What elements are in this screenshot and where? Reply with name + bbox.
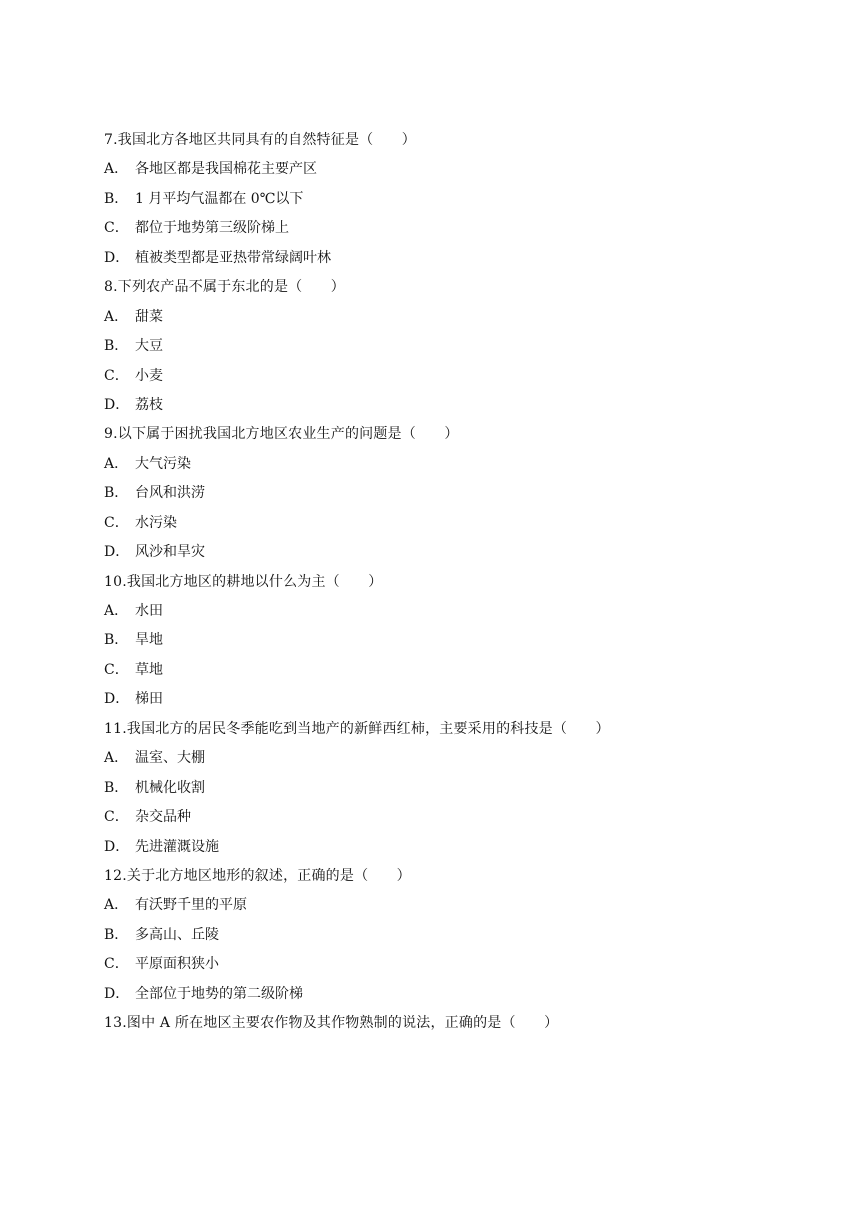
option-letter: B．: [104, 338, 129, 355]
answer-option: [104, 656, 764, 685]
option-text: 平原面积狭小: [135, 956, 219, 973]
option-text: 1 月平均气温都在 0℃以下: [135, 190, 304, 207]
option-text: 温室、大棚: [135, 750, 205, 767]
option-text: 草地: [135, 661, 163, 678]
answer-option: [104, 744, 764, 773]
option-letter: A．: [104, 603, 129, 619]
question-stem: 12.关于北方地区地形的叙述，正确的是（ ）: [104, 867, 411, 884]
option-letter: D．: [104, 544, 130, 561]
option-letter: A．: [104, 750, 129, 767]
option-letter: A．: [104, 308, 129, 325]
option-letter: D．: [104, 838, 130, 855]
answer-option: [104, 833, 764, 862]
option-letter: C．: [104, 956, 129, 973]
answer-option: [104, 214, 764, 243]
option-text: 水田: [135, 603, 163, 619]
option-text: 植被类型都是亚热带常绿阔叶林: [135, 249, 331, 266]
question-stem: 11.我国北方的居民冬季能吃到当地产的新鲜西红柿，主要采用的科技是（ ）: [104, 720, 610, 737]
answer-option: [104, 362, 764, 391]
option-letter: C．: [104, 220, 129, 237]
question-stem: 10.我国北方地区的耕地以什么为主（ ）: [104, 573, 383, 590]
question-stem: 13.图中 A 所在地区主要农作物及其作物熟制的说法，正确的是（ ）: [104, 1015, 559, 1032]
option-letter: D．: [104, 249, 130, 266]
option-text: 都位于地势第三级阶梯上: [135, 220, 289, 237]
question-stem: 8.下列农产品不属于东北的是（ ）: [104, 279, 345, 296]
option-letter: C．: [104, 661, 129, 678]
option-text: 旱地: [135, 632, 163, 649]
answer-option: [104, 479, 764, 508]
question-stem: 7.我国北方各地区共同具有的自然特征是（ ）: [104, 132, 416, 148]
option-text: 杂交品种: [135, 809, 191, 826]
answer-option: [104, 391, 764, 420]
option-text: 大豆: [135, 338, 163, 355]
option-text: 全部位于地势的第二级阶梯: [135, 985, 303, 1002]
option-text: 荔枝: [135, 396, 163, 413]
option-letter: A．: [104, 455, 129, 472]
option-letter: C．: [104, 367, 129, 384]
answer-option: [104, 950, 764, 979]
option-text: 水污染: [135, 514, 177, 531]
option-text: 各地区都是我国棉花主要产区: [135, 161, 317, 178]
question-list: [104, 126, 764, 1039]
option-text: 大气污染: [135, 455, 191, 472]
option-letter: C．: [104, 809, 129, 826]
answer-option: [104, 803, 764, 832]
answer-option: [104, 244, 764, 273]
option-letter: D．: [104, 396, 130, 413]
option-text: 有沃野千里的平原: [135, 897, 247, 914]
option-letter: D．: [104, 985, 130, 1002]
option-letter: B．: [104, 485, 129, 502]
option-letter: C．: [104, 514, 129, 531]
answer-option: [104, 921, 764, 950]
option-text: 多高山、丘陵: [135, 926, 219, 943]
option-text: 甜菜: [135, 308, 163, 325]
option-letter: A．: [104, 897, 129, 914]
option-text: 梯田: [135, 691, 163, 708]
answer-option: [104, 980, 764, 1009]
answer-option: [104, 332, 764, 361]
answer-option: [104, 185, 764, 214]
answer-option: [104, 626, 764, 655]
option-letter: A．: [104, 161, 129, 178]
option-text: 风沙和旱灾: [135, 544, 205, 561]
option-letter: B．: [104, 190, 129, 207]
option-letter: B．: [104, 779, 129, 796]
option-text: 小麦: [135, 367, 163, 384]
answer-option: [104, 155, 764, 184]
answer-option: [104, 303, 764, 332]
answer-option: [104, 891, 764, 920]
answer-option: [104, 774, 764, 803]
option-text: 机械化收割: [135, 779, 205, 796]
option-text: 先进灌溉设施: [135, 838, 219, 855]
question-stem: 9.以下属于困扰我国北方地区农业生产的问题是（ ）: [104, 426, 459, 443]
option-letter: D．: [104, 691, 130, 708]
answer-option: [104, 597, 764, 626]
answer-option: [104, 509, 764, 538]
option-text: 台风和洪涝: [135, 485, 205, 502]
answer-option: [104, 538, 764, 567]
answer-option: [104, 685, 764, 714]
answer-option: [104, 450, 764, 479]
option-letter: B．: [104, 632, 129, 649]
option-letter: B．: [104, 926, 129, 943]
